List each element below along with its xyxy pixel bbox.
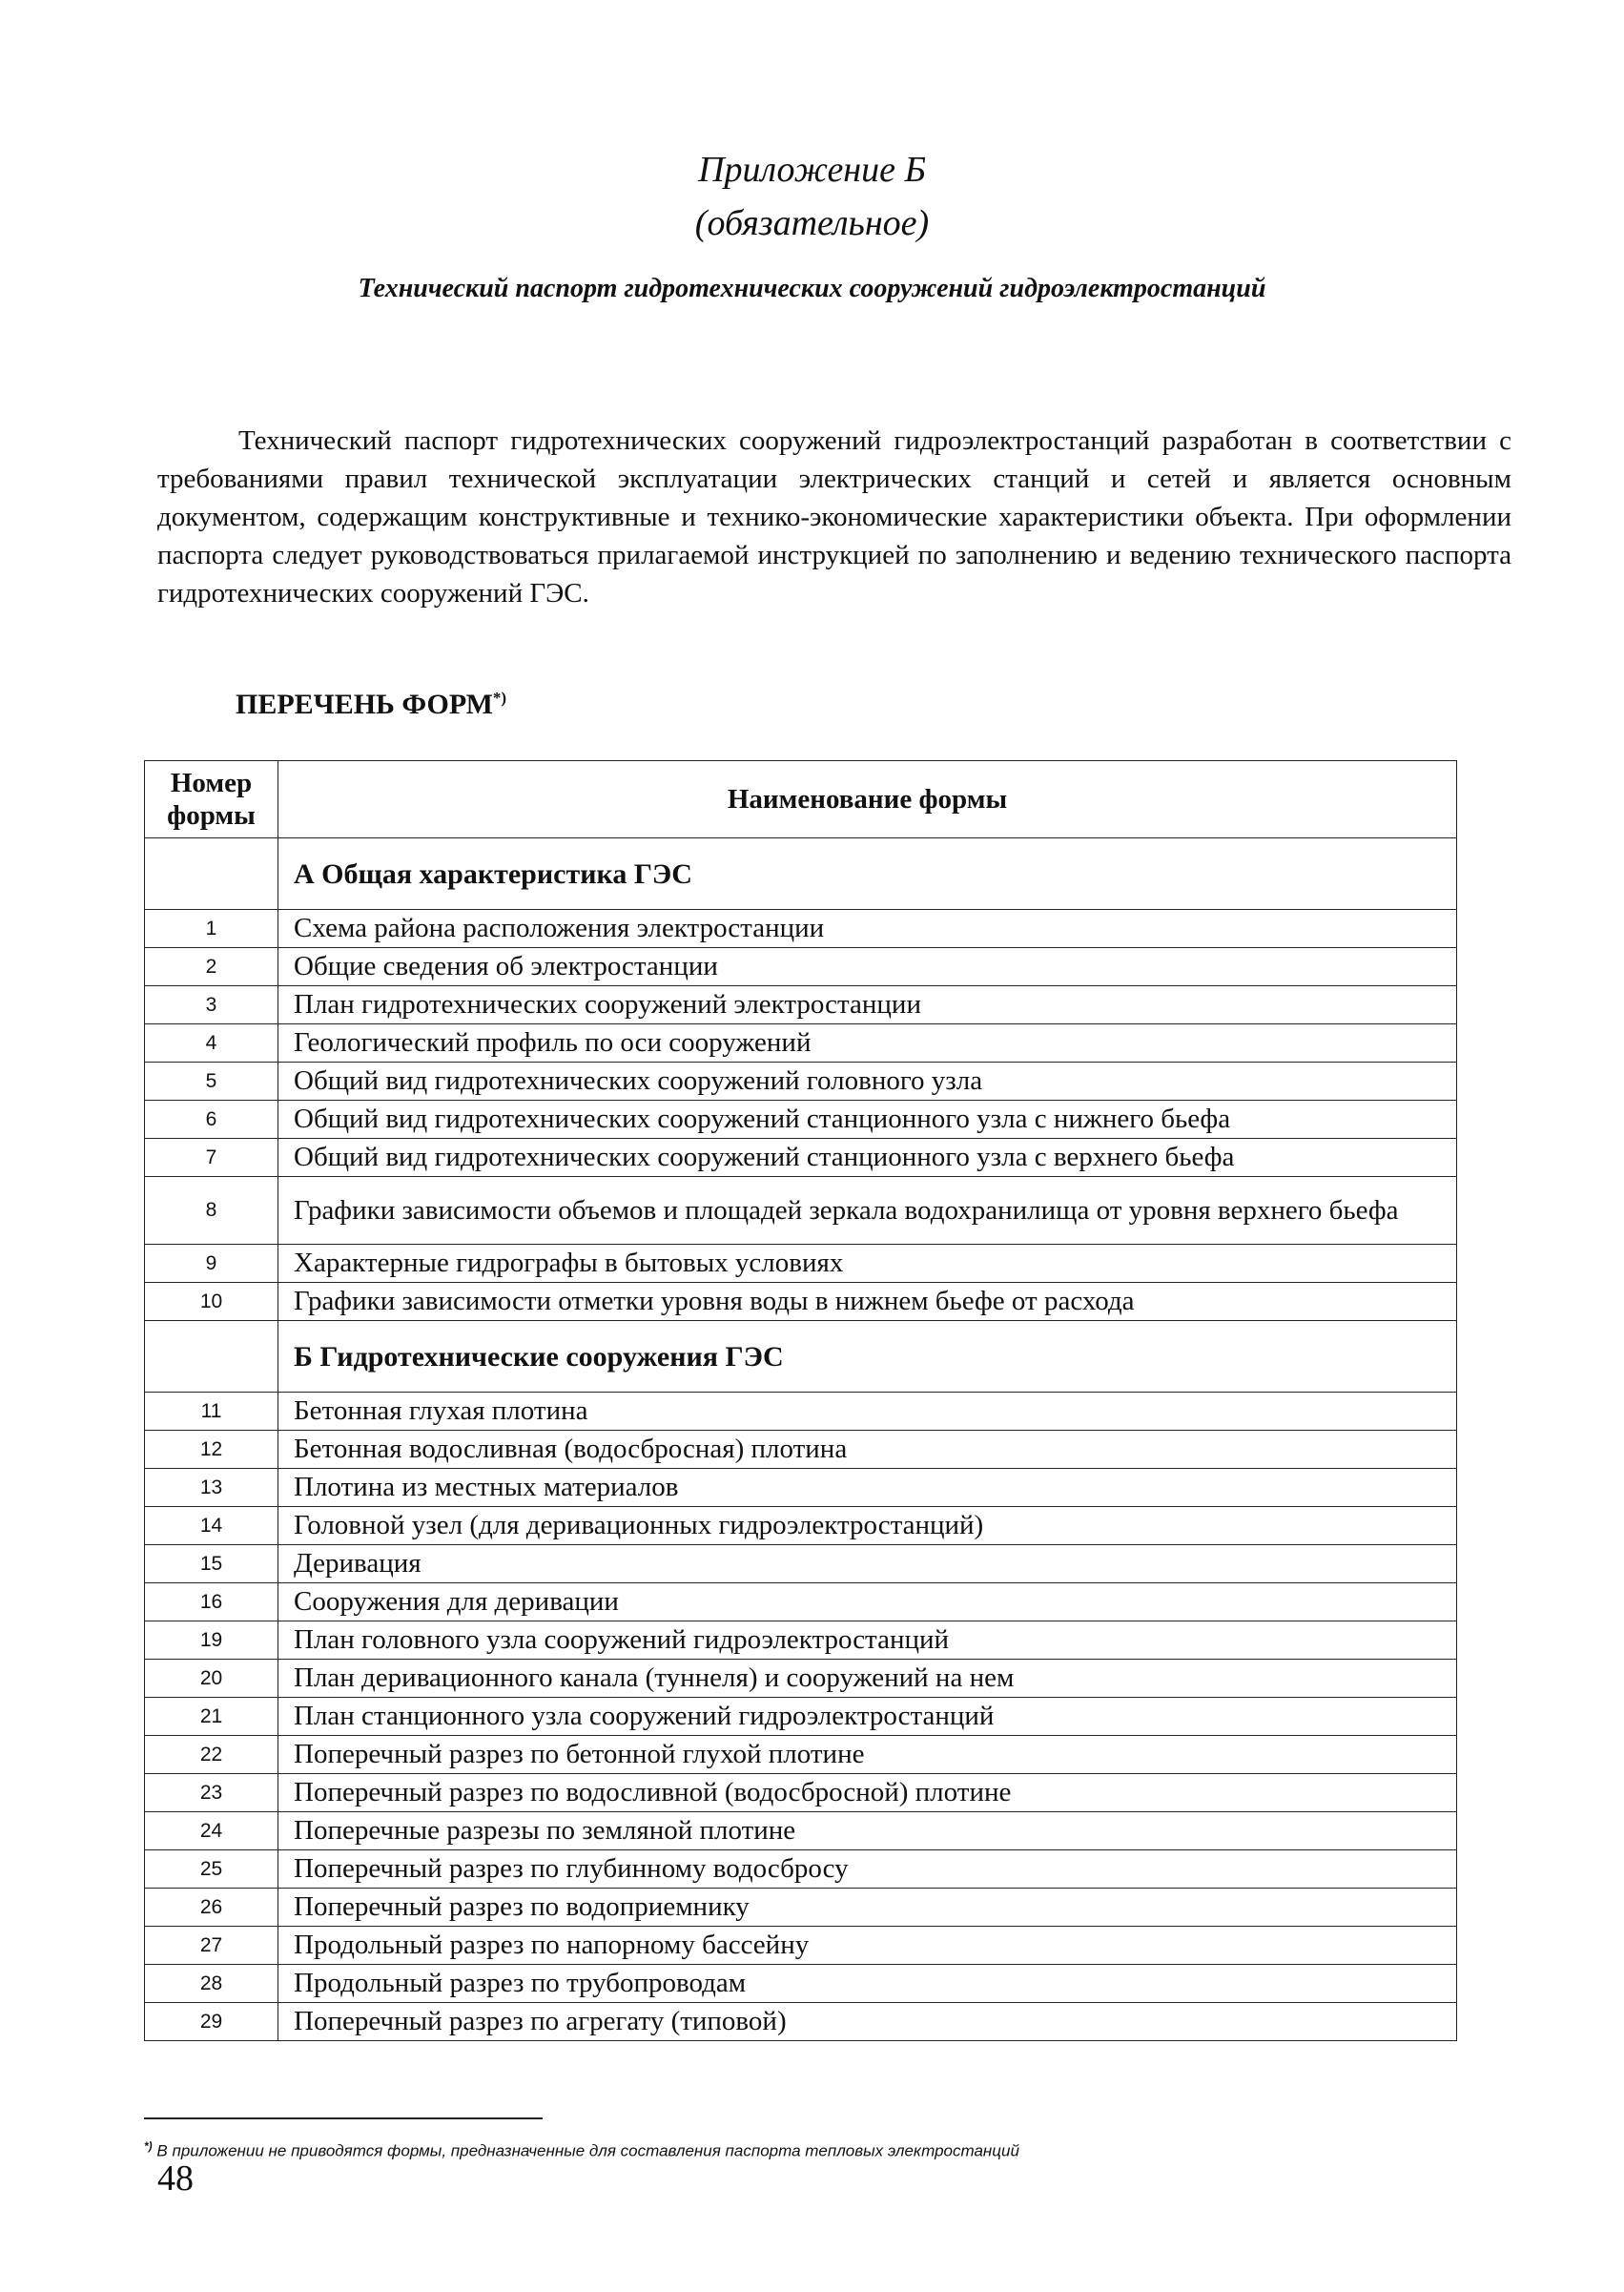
form-number: 28 — [145, 1965, 278, 2003]
table-header-row — [145, 761, 1457, 838]
form-number: 12 — [145, 1431, 278, 1469]
form-number: 10 — [145, 1283, 278, 1321]
appendix-title — [0, 143, 1624, 250]
form-number: 29 — [145, 2003, 278, 2041]
forms-heading-text: ПЕРЕЧЕНЬ ФОРМ — [236, 689, 493, 720]
table-row — [145, 1283, 1457, 1321]
form-name: Деривация — [278, 1545, 1457, 1583]
form-number: 5 — [145, 1063, 278, 1101]
form-name: Поперечный разрез по агрегату (типовой) — [278, 2003, 1457, 2041]
form-name: Поперечные разрезы по земляной плотине — [278, 1812, 1457, 1850]
form-number: 26 — [145, 1889, 278, 1927]
page-number: 48 — [157, 2158, 194, 2199]
document-subtitle: Технический паспорт гидротехнических сооружений гидроэлектростанций — [358, 274, 1266, 303]
section-title: Б Гидротехнические сооружения ГЭС — [278, 1321, 1457, 1393]
table-row — [145, 1245, 1457, 1283]
form-name: Общий вид гидротехнических сооружений станционного узла с нижнего бьефа — [278, 1101, 1457, 1139]
form-number: 14 — [145, 1507, 278, 1545]
appendix-status: (обязательное) — [694, 203, 930, 243]
table-row — [145, 1101, 1457, 1139]
form-name: Сооружения для деривации — [278, 1583, 1457, 1621]
form-name: Графики зависимости отметки уровня воды в нижнем бьефе от расхода — [278, 1283, 1457, 1321]
form-number: 3 — [145, 986, 278, 1024]
table-row — [145, 1660, 1457, 1698]
form-name: Бетонная глухая плотина — [278, 1393, 1457, 1431]
table-row — [145, 1927, 1457, 1965]
form-name: Схема района расположения электростанции — [278, 910, 1457, 948]
table-row — [145, 1024, 1457, 1063]
form-name: План головного узла сооружений гидроэлектростанций — [278, 1621, 1457, 1660]
form-number: 16 — [145, 1583, 278, 1621]
form-number: 19 — [145, 1621, 278, 1660]
table-row — [145, 1621, 1457, 1660]
section-title: А Общая характеристика ГЭС — [278, 838, 1457, 910]
form-number: 23 — [145, 1774, 278, 1812]
table-row — [145, 1812, 1457, 1850]
form-name: Поперечный разрез по глубинному водосбросу — [278, 1850, 1457, 1889]
form-name: Продольный разрез по напорному бассейну — [278, 1927, 1457, 1965]
form-name: План гидротехнических сооружений электростанции — [278, 986, 1457, 1024]
table-row — [145, 910, 1457, 948]
table-row — [145, 1507, 1457, 1545]
form-name: Графики зависимости объемов и площадей зеркала водохранилища от уровня верхнего бьефа — [278, 1177, 1457, 1245]
table-row — [145, 1545, 1457, 1583]
form-number: 4 — [145, 1024, 278, 1063]
form-number: 22 — [145, 1736, 278, 1774]
form-number: 24 — [145, 1812, 278, 1850]
form-number: 9 — [145, 1245, 278, 1283]
form-name: Головной узел (для деривационных гидроэлектростанций) — [278, 1507, 1457, 1545]
table-row — [145, 1698, 1457, 1736]
table-row — [145, 1774, 1457, 1812]
form-number: 21 — [145, 1698, 278, 1736]
table-row — [145, 1431, 1457, 1469]
table-row — [145, 948, 1457, 986]
form-number: 15 — [145, 1545, 278, 1583]
footnote-text: В приложении не приводятся формы, предназначенные для составления паспорта тепловых электростанций — [156, 2141, 1019, 2160]
column-header-name: Наименование формы — [278, 761, 1457, 838]
form-number: 7 — [145, 1139, 278, 1177]
footnote-marker: *) — [492, 689, 507, 707]
table-row — [145, 1583, 1457, 1621]
form-name: Бетонная водосливная (водосбросная) плотина — [278, 1431, 1457, 1469]
section-row — [145, 1321, 1457, 1393]
form-name: Поперечный разрез по водоприемнику — [278, 1889, 1457, 1927]
footnote — [144, 2139, 1019, 2161]
form-number: 11 — [145, 1393, 278, 1431]
form-number: 27 — [145, 1927, 278, 1965]
form-name: План деривационного канала (туннеля) и сооружений на нем — [278, 1660, 1457, 1698]
form-name: Общий вид гидротехнических сооружений головного узла — [278, 1063, 1457, 1101]
forms-table — [144, 760, 1457, 2041]
footnote-mark: *) — [144, 2139, 153, 2153]
form-name: Геологический профиль по оси сооружений — [278, 1024, 1457, 1063]
table-row — [145, 1177, 1457, 1245]
form-name: Характерные гидрографы в бытовых условиях — [278, 1245, 1457, 1283]
form-name: Продольный разрез по трубопроводам — [278, 1965, 1457, 2003]
section-row — [145, 838, 1457, 910]
table-row — [145, 986, 1457, 1024]
form-name: Общий вид гидротехнических сооружений станционного узла с верхнего бьефа — [278, 1139, 1457, 1177]
column-header-number: Номер формы — [145, 761, 278, 838]
form-number: 8 — [145, 1177, 278, 1245]
form-number: 2 — [145, 948, 278, 986]
form-number: 20 — [145, 1660, 278, 1698]
form-number: 6 — [145, 1101, 278, 1139]
section-number-cell — [145, 1321, 278, 1393]
forms-table-body — [145, 838, 1457, 2041]
footnote-divider — [144, 2117, 543, 2119]
table-row — [145, 1736, 1457, 1774]
form-name: Поперечный разрез по бетонной глухой плотине — [278, 1736, 1457, 1774]
table-row — [145, 1139, 1457, 1177]
section-number-cell — [145, 838, 278, 910]
table-row — [145, 1889, 1457, 1927]
forms-heading — [236, 689, 506, 721]
table-row — [145, 1850, 1457, 1889]
form-number: 1 — [145, 910, 278, 948]
form-number: 13 — [145, 1469, 278, 1507]
table-row — [145, 1469, 1457, 1507]
form-name: Плотина из местных материалов — [278, 1469, 1457, 1507]
form-name: План станционного узла сооружений гидроэлектростанций — [278, 1698, 1457, 1736]
table-row — [145, 1393, 1457, 1431]
table-row — [145, 2003, 1457, 2041]
form-number: 25 — [145, 1850, 278, 1889]
form-name: Общие сведения об электростанции — [278, 948, 1457, 986]
table-row — [145, 1965, 1457, 2003]
table-row — [145, 1063, 1457, 1101]
appendix-label: Приложение Б — [698, 150, 926, 190]
form-name: Поперечный разрез по водосливной (водосбросной) плотине — [278, 1774, 1457, 1812]
intro-paragraph: Технический паспорт гидротехнических сооружений гидроэлектростанций разработан в соответствии с требованиями правил технической эксплуатации электрических станций и сетей и является основным документом, содержащим конструктивные и технико-экономические характеристики объекта. При оформлении паспорта следует руководствоваться прилагаемой инструкцией по заполнению и ведению технического паспорта гидротехнических сооружений ГЭС. — [157, 425, 1511, 609]
